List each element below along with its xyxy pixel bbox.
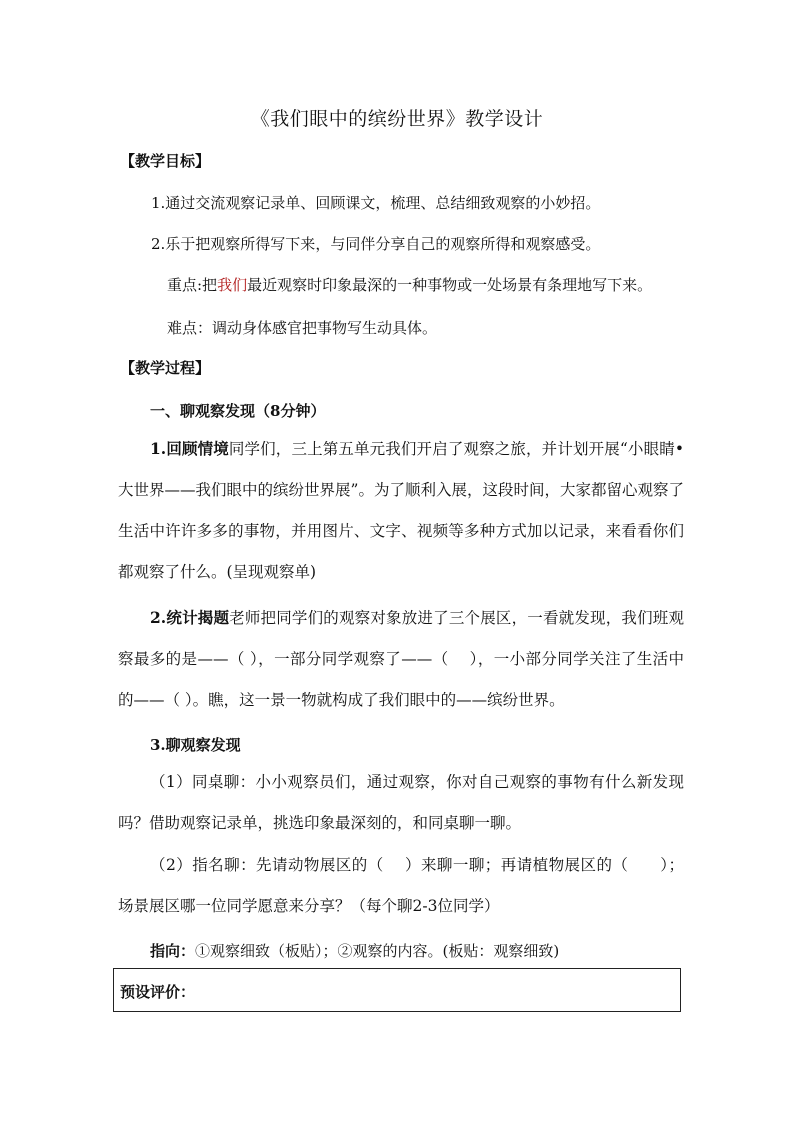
goal-item-1: 1.通过交流观察记录单、回顾课文，梳理、总结细致观察的小妙招。 bbox=[151, 194, 601, 212]
evaluation-box bbox=[113, 968, 681, 1012]
key-point bbox=[167, 274, 652, 295]
direction-label: 指向： bbox=[150, 942, 196, 960]
key-point-highlight: 我们 bbox=[217, 276, 248, 294]
direction-line bbox=[150, 940, 559, 961]
process-heading: 【教学过程】 bbox=[120, 359, 211, 377]
step-review-text: 同学们，三上第五单元我们开启了观察之旅，并计划开展“小眼睛•大世界——我们眼中的缤纷世界展”。为了顺利入展，这段时间，大家都留心观察了生活中许许多多的事物，并用图片、文字、视频等多种方式加以记录，来看看你们都观察了什么。(呈现观察单) bbox=[118, 440, 684, 581]
step-review-label: 1.回顾情境 bbox=[150, 439, 229, 458]
document-title: 《我们眼中的缤纷世界》教学设计 bbox=[250, 108, 544, 130]
evaluation-label: 预设评价： bbox=[120, 983, 196, 1001]
key-point-rest: 最近观察时印象最深的一种事物或一处场景有条理地写下来。 bbox=[247, 276, 653, 294]
step-discuss-named-paragraph: （2）指名聊：先请动物展区的（ ）来聊一聊；再请植物展区的（ ）；场景展区哪一位同学愿意来分享？（每个聊2-3位同学） bbox=[118, 856, 684, 915]
goal-item-2: 2.乐于把观察所得写下来，与同伴分享自己的观察所得和观察感受。 bbox=[151, 235, 601, 253]
step-discuss-pair-paragraph: （1）同桌聊：小小观察员们，通过观察，你对自己观察的事物有什么新发现吗？借助观察记录单，挑选印象最深刻的，和同桌聊一聊。 bbox=[118, 773, 684, 832]
step-discuss-label: 3.聊观察发现 bbox=[150, 736, 241, 754]
part1-title: 一、聊观察发现（8分钟） bbox=[150, 402, 326, 420]
step-stats-paragraph bbox=[118, 597, 684, 721]
step-stats-label: 2.统计揭题 bbox=[150, 608, 230, 627]
difficulty-point: 难点：调动身体感官把事物写生动具体。 bbox=[167, 319, 438, 337]
step-stats-text: 老师把同学们的观察对象放进了三个展区，一看就发现，我们班观察最多的是——（ ），一部分同学观察了——（ ），一小部分同学关注了生活中的——（ ）。瞧，这一景一物就构成了我们眼中的——缤纷世界。 bbox=[118, 609, 684, 709]
key-point-prefix: 重点:把 bbox=[167, 276, 218, 294]
goals-heading: 【教学目标】 bbox=[120, 152, 211, 170]
direction-text: ①观察细致（板贴）；②观察的内容。(板贴：观察细致) bbox=[195, 942, 560, 960]
step-review-paragraph bbox=[118, 428, 684, 593]
